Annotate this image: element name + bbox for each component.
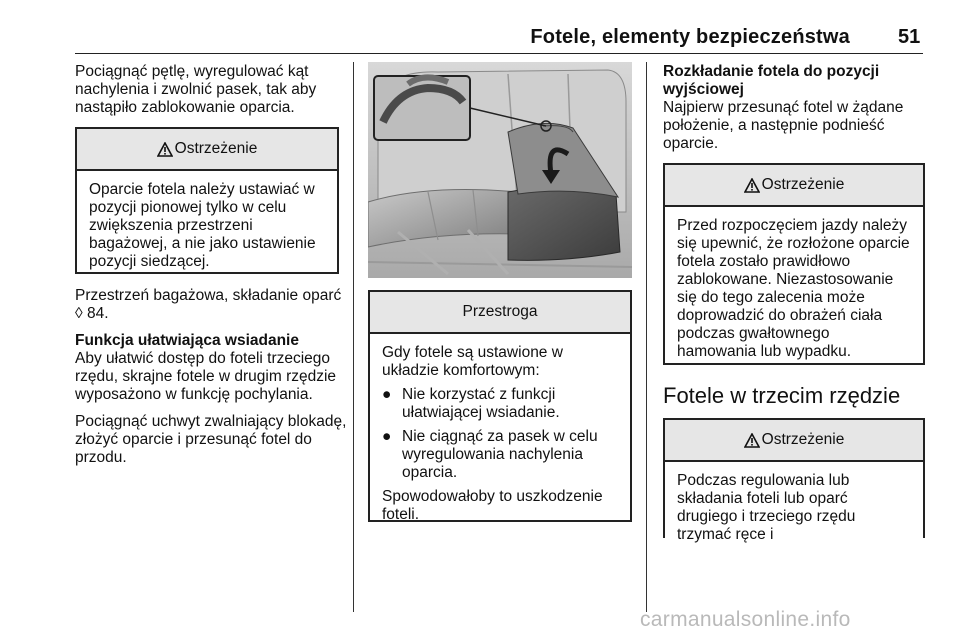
bullet-dot-icon: ● bbox=[382, 386, 392, 403]
warning-triangle-icon bbox=[744, 178, 760, 193]
bullet-dot-icon: ● bbox=[382, 428, 392, 445]
warning-title: Ostrzeżenie bbox=[761, 431, 845, 448]
caution-bullet-text: Nie korzystać z funkcji ułatwiającej wsiadanie. bbox=[402, 386, 560, 421]
crossref-paragraph: Przestrzeń bagażowa, składanie oparć ◊ 84. bbox=[75, 287, 342, 322]
header-rule bbox=[75, 53, 923, 54]
caution-body bbox=[370, 334, 630, 524]
column-divider-right bbox=[646, 62, 647, 612]
right-column bbox=[663, 63, 925, 153]
left-column-lower bbox=[75, 287, 347, 467]
restore-text: Najpierw przesunąć fotel w żądane położenie, a następnie podnieść oparcie. bbox=[663, 99, 904, 152]
warning-box-left bbox=[75, 127, 339, 274]
caution-outro: Spowodowałoby to uszkodzenie foteli. bbox=[382, 488, 603, 523]
restore-heading: Rozkładanie fotela do pozycji wyjściowej bbox=[663, 63, 880, 98]
section-title: Fotele w trzecim rzędzie bbox=[663, 383, 901, 408]
easy-entry-text: Aby ułatwić dostęp do foteli trzeciego rzędu, skrajne fotele w drugim rzędzie wyposażono w funkcję pochylania. bbox=[75, 350, 337, 403]
left-column bbox=[75, 63, 347, 117]
watermark: carmanualsonline.info bbox=[640, 608, 851, 631]
warning-triangle-icon bbox=[157, 142, 173, 157]
warning-body: Przed rozpoczęciem jazdy należy się upewnić, że rozłożone oparcie fotela zostało prawidłowo zablokowane. Niezastosowanie się do tego zalecenia może doprowadzić do obrażeń ciała podczas gwałtownego hamowania lub wypadku. bbox=[677, 217, 910, 360]
warning-box-right bbox=[663, 163, 925, 365]
easy-entry-step: Pociągnąć uchwyt zwalniający blokadę, złożyć oparcie i przesunąć fotel do przodu. bbox=[75, 413, 347, 466]
warning-title: Ostrzeżenie bbox=[761, 176, 845, 193]
warning-header bbox=[665, 420, 923, 462]
warning-triangle-icon bbox=[744, 433, 760, 448]
seat-illustration bbox=[368, 62, 632, 278]
warning-title: Ostrzeżenie bbox=[174, 140, 258, 157]
warning-header bbox=[77, 129, 337, 171]
caution-intro: Gdy fotele są ustawione w układzie komfortowym: bbox=[382, 344, 563, 379]
caution-title: Przestroga bbox=[462, 303, 538, 320]
page-number: 51 bbox=[898, 26, 921, 48]
warning-body: Oparcie fotela należy ustawiać w pozycji pionowej tylko w celu zwiększenia przestrzeni bagażowej, a nie jako ustawienie pozycji siedzącej. bbox=[89, 181, 316, 270]
caution-bullet-text: Nie ciągnąć za pasek w celu wyregulowania nachylenia oparcia. bbox=[402, 428, 598, 481]
page-header-title: Fotele, elementy bezpieczeństwa bbox=[530, 26, 850, 48]
warning-box-third-row bbox=[663, 418, 925, 543]
column-divider-left bbox=[353, 62, 354, 612]
warning-body: Podczas regulowania lub składania foteli lub oparć drugiego i trzeciego rzędu trzymać ręce i bbox=[677, 472, 856, 543]
caution-header bbox=[370, 292, 630, 334]
caution-bullet-item bbox=[382, 428, 618, 482]
intro-paragraph: Pociągnąć pętlę, wyregulować kąt nachylenia i zwolnić pasek, tak aby nastąpiło zablokowanie oparcia. bbox=[75, 63, 317, 116]
easy-entry-heading: Funkcja ułatwiająca wsiadanie bbox=[75, 332, 299, 349]
warning-header bbox=[665, 165, 923, 207]
caution-bullet-item bbox=[382, 386, 618, 422]
caution-box bbox=[368, 290, 632, 522]
